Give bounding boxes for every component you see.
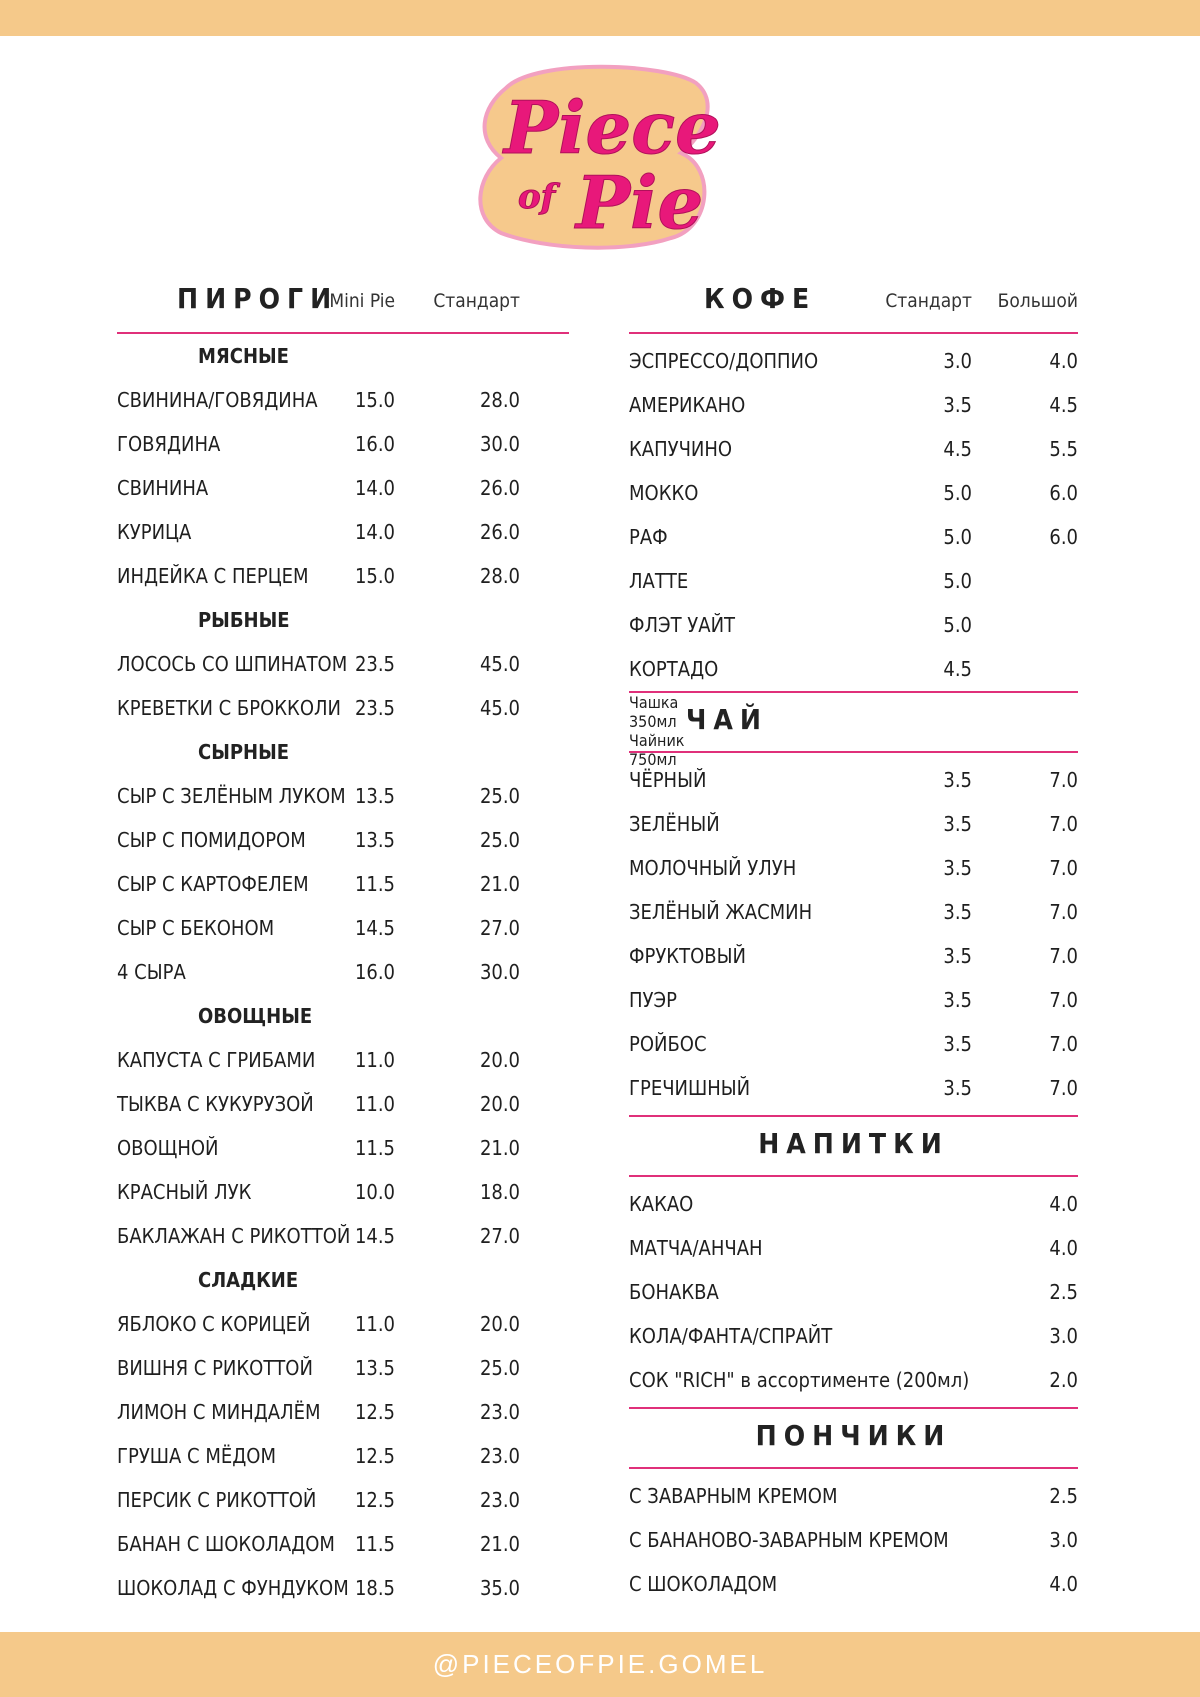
item-name: ТЫКВА С КУКУРУЗОЙ (117, 1092, 314, 1116)
item-name: КРАСНЫЙ ЛУК (117, 1180, 252, 1204)
item-name: КАПУСТА С ГРИБАМИ (117, 1048, 316, 1072)
item-name: ФРУКТОВЫЙ (629, 944, 746, 968)
item-name: КОРТАДО (629, 657, 719, 681)
item-name: С ЗАВАРНЫМ КРЕМОМ (629, 1484, 838, 1508)
pie-menu-row (117, 1346, 569, 1390)
tea-pot-label: Чайник (629, 731, 685, 750)
item-name: СЫР С ЗЕЛЁНЫМ ЛУКОМ (117, 784, 346, 808)
item-name: ЗЕЛЁНЫЙ ЖАСМИН (629, 900, 813, 924)
drink-price: 2.5 (1049, 1280, 1078, 1304)
standard-price: 20.0 (479, 1092, 520, 1116)
item-name: С ШОКОЛАДОМ (629, 1572, 778, 1596)
pie-menu-row (117, 1082, 569, 1126)
mini-pie-price: 11.0 (354, 1048, 395, 1072)
tea-pot-price: 7.0 (1049, 988, 1078, 1012)
pie-menu-row (117, 1478, 569, 1522)
logo-word-piece: Piece (504, 85, 721, 170)
donuts-title: ПОНЧИКИ (755, 1419, 952, 1452)
item-name: ГОВЯДИНА (117, 432, 221, 456)
drink-menu-row (629, 1314, 1078, 1358)
item-name: БОНАКВА (629, 1280, 719, 1304)
item-name: ПУЭР (629, 988, 677, 1012)
item-name: КАКАО (629, 1192, 694, 1216)
drink-price: 4.0 (1049, 1192, 1078, 1216)
standard-price: 27.0 (479, 1224, 520, 1248)
item-name: ЛАТТЕ (629, 569, 689, 593)
coffee-standard-header: Стандарт (885, 290, 972, 312)
mini-pie-price: 16.0 (354, 432, 395, 456)
item-name: СОК "RICH" в ассортименте (200мл) (629, 1368, 970, 1392)
tea-menu-row (629, 934, 1078, 978)
coffee-large-price: 6.0 (1049, 481, 1078, 505)
item-name: ФЛЭТ УАЙТ (629, 613, 736, 637)
mini-pie-price: 11.0 (354, 1312, 395, 1336)
tea-cup-label: Чашка (629, 693, 679, 712)
donut-menu-row (629, 1562, 1078, 1606)
standard-price: 20.0 (479, 1048, 520, 1072)
tea-menu-row (629, 890, 1078, 934)
mini-pie-price: 14.5 (354, 1224, 395, 1248)
item-name: МАТЧА/АНЧАН (629, 1236, 763, 1260)
standard-price: 21.0 (479, 872, 520, 896)
pie-menu-row (117, 466, 569, 510)
tea-cup-price: 3.5 (943, 768, 972, 792)
standard-price: 23.0 (479, 1400, 520, 1424)
tea-cup-price: 3.5 (943, 1032, 972, 1056)
standard-price: 35.0 (479, 1576, 520, 1600)
mini-pie-price: 23.5 (354, 652, 395, 676)
item-name: ВИШНЯ С РИКОТТОЙ (117, 1356, 313, 1380)
mini-pie-price: 18.5 (354, 1576, 395, 1600)
item-name: ИНДЕЙКА С ПЕРЦЕМ (117, 564, 309, 588)
item-name: СВИНИНА (117, 476, 209, 500)
drink-price: 3.0 (1049, 1324, 1078, 1348)
mini-pie-price: 11.5 (354, 872, 395, 896)
coffee-header (629, 268, 1078, 334)
item-name: ЛИМОН С МИНДАЛЁМ (117, 1400, 321, 1424)
coffee-title: КОФЕ (704, 282, 817, 315)
pie-menu-row (117, 1170, 569, 1214)
standard-price: 26.0 (479, 520, 520, 544)
pie-menu-row (117, 774, 569, 818)
standard-price: 25.0 (479, 828, 520, 852)
coffee-standard-price: 3.5 (943, 393, 972, 417)
pie-category-heading: ОВОЩНЫЕ (198, 1004, 313, 1028)
pie-menu-row (117, 554, 569, 598)
item-name: БАКЛАЖАН С РИКОТТОЙ (117, 1224, 351, 1248)
item-name: РОЙБОС (629, 1032, 707, 1056)
mini-pie-price: 12.5 (354, 1444, 395, 1468)
coffee-standard-price: 5.0 (943, 569, 972, 593)
coffee-standard-price: 5.0 (943, 525, 972, 549)
mini-pie-price: 11.0 (354, 1092, 395, 1116)
drink-menu-row (629, 1270, 1078, 1314)
item-name: ГРУША С МЁДОМ (117, 1444, 276, 1468)
item-name: КОЛА/ФАНТА/СПРАЙТ (629, 1324, 833, 1348)
coffee-standard-price: 4.5 (943, 437, 972, 461)
pie-menu-row (117, 1214, 569, 1258)
standard-price: 18.0 (479, 1180, 520, 1204)
coffee-large-price: 5.5 (1049, 437, 1078, 461)
logo-word-pie: Pie (576, 160, 704, 245)
mini-pie-price: 11.5 (354, 1136, 395, 1160)
piece-of-pie-logo (466, 58, 726, 258)
drink-price: 4.0 (1049, 1236, 1078, 1260)
item-name: ЯБЛОКО С КОРИЦЕЙ (117, 1312, 311, 1336)
pie-category-heading: МЯСНЫЕ (198, 344, 289, 368)
mini-pie-price: 12.5 (354, 1488, 395, 1512)
standard-price: 45.0 (479, 652, 520, 676)
coffee-menu-row (629, 339, 1078, 383)
pie-menu-row (117, 1566, 569, 1610)
coffee-menu-row (629, 559, 1078, 603)
logo-word-of: of (518, 177, 556, 217)
item-name: ШОКОЛАД С ФУНДУКОМ (117, 1576, 349, 1600)
mini-pie-price: 13.5 (354, 784, 395, 808)
drinks-column (629, 268, 1078, 1606)
item-name: АМЕРИКАНО (629, 393, 746, 417)
pie-menu-row (117, 1522, 569, 1566)
pie-menu-row (117, 1390, 569, 1434)
item-name: МОЛОЧНЫЙ УЛУН (629, 856, 797, 880)
item-name: ГРЕЧИШНЫЙ (629, 1076, 751, 1100)
drinks-list (629, 1182, 1078, 1402)
pies-column (117, 268, 569, 1610)
mini-pie-price: 15.0 (354, 388, 395, 412)
mini-pie-price: 14.0 (354, 520, 395, 544)
footer-band (0, 1632, 1200, 1697)
top-band (0, 0, 1200, 36)
pie-menu-row (117, 862, 569, 906)
pie-menu-row (117, 1038, 569, 1082)
tea-pot-price: 7.0 (1049, 856, 1078, 880)
tea-menu-row (629, 1022, 1078, 1066)
item-name: МОККО (629, 481, 699, 505)
drink-menu-row (629, 1226, 1078, 1270)
drink-price: 2.0 (1049, 1368, 1078, 1392)
tea-header (629, 691, 1078, 769)
tea-menu-row (629, 978, 1078, 1022)
item-name: ЧЁРНЫЙ (629, 768, 707, 792)
coffee-standard-price: 5.0 (943, 613, 972, 637)
coffee-standard-price: 5.0 (943, 481, 972, 505)
item-name: СЫР С КАРТОФЕЛЕМ (117, 872, 309, 896)
standard-price: 26.0 (479, 476, 520, 500)
standard-price: 23.0 (479, 1444, 520, 1468)
item-name: 4 СЫРА (117, 960, 186, 984)
mini-pie-price: 10.0 (354, 1180, 395, 1204)
tea-pot-volume: 750мл (629, 750, 677, 769)
mini-pie-price: 15.0 (354, 564, 395, 588)
pie-category-heading: РЫБНЫЕ (198, 608, 290, 632)
tea-pot-price: 7.0 (1049, 1032, 1078, 1056)
pies-list (117, 334, 569, 1610)
pie-menu-row (117, 642, 569, 686)
mini-pie-price: 11.5 (354, 1532, 395, 1556)
tea-menu-row (629, 758, 1078, 802)
instagram-handle: @PIECEOFPIE.GOMEL (432, 1649, 768, 1679)
tea-menu-row (629, 846, 1078, 890)
tea-cup-price: 3.5 (943, 900, 972, 924)
coffee-menu-row (629, 383, 1078, 427)
item-name: ПЕРСИК С РИКОТТОЙ (117, 1488, 317, 1512)
pie-menu-row (117, 510, 569, 554)
pies-title: ПИРОГИ (177, 282, 339, 315)
tea-cup-price: 3.5 (943, 1076, 972, 1100)
drink-menu-row (629, 1358, 1078, 1402)
tea-pot-price: 7.0 (1049, 768, 1078, 792)
item-name: ЗЕЛЁНЫЙ (629, 812, 720, 836)
tea-cup-price: 3.5 (943, 856, 972, 880)
tea-cup-price: 3.5 (943, 944, 972, 968)
item-name: СЫР С ПОМИДОРОМ (117, 828, 306, 852)
standard-price: 30.0 (479, 960, 520, 984)
coffee-standard-price: 4.5 (943, 657, 972, 681)
coffee-list (629, 339, 1078, 691)
standard-price: 27.0 (479, 916, 520, 940)
item-name: ОВОЩНОЙ (117, 1136, 219, 1160)
item-name: ЛОСОСЬ СО ШПИНАТОМ (117, 652, 348, 676)
standard-price: 28.0 (479, 388, 520, 412)
item-name: СЫР С БЕКОНОМ (117, 916, 275, 940)
item-name: РАФ (629, 525, 668, 549)
standard-price: 25.0 (479, 1356, 520, 1380)
standard-price: 21.0 (479, 1136, 520, 1160)
tea-list (629, 758, 1078, 1110)
pie-menu-row (117, 1434, 569, 1478)
item-name: КРЕВЕТКИ С БРОККОЛИ (117, 696, 341, 720)
coffee-menu-row (629, 603, 1078, 647)
drinks-header (629, 1115, 1078, 1177)
tea-title: ЧАЙ (686, 703, 768, 736)
coffee-large-price: 4.5 (1049, 393, 1078, 417)
pie-category-heading: СЛАДКИЕ (198, 1268, 299, 1292)
coffee-menu-row (629, 427, 1078, 471)
pie-menu-row (117, 906, 569, 950)
pie-menu-row (117, 378, 569, 422)
item-name: КУРИЦА (117, 520, 192, 544)
pie-menu-row (117, 818, 569, 862)
standard-price: 45.0 (479, 696, 520, 720)
mini-pie-price: 12.5 (354, 1400, 395, 1424)
mini-pie-price: 14.0 (354, 476, 395, 500)
pies-header (117, 268, 569, 334)
pie-menu-row (117, 950, 569, 994)
tea-cup-volume: 350мл (629, 712, 677, 731)
standard-price: 28.0 (479, 564, 520, 588)
standard-price: 30.0 (479, 432, 520, 456)
donut-price: 3.0 (1049, 1528, 1078, 1552)
mini-pie-price: 16.0 (354, 960, 395, 984)
pie-menu-row (117, 1126, 569, 1170)
donut-price: 4.0 (1049, 1572, 1078, 1596)
pie-menu-row (117, 686, 569, 730)
item-name: БАНАН С ШОКОЛАДОМ (117, 1532, 335, 1556)
item-name: СВИНИНА/ГОВЯДИНА (117, 388, 318, 412)
pie-menu-row (117, 422, 569, 466)
tea-cup-price: 3.5 (943, 988, 972, 1012)
pie-menu-row (117, 1302, 569, 1346)
tea-cup-price: 3.5 (943, 812, 972, 836)
coffee-standard-price: 3.0 (943, 349, 972, 373)
standard-price: 23.0 (479, 1488, 520, 1512)
mini-pie-price: 23.5 (354, 696, 395, 720)
standard-price: 20.0 (479, 1312, 520, 1336)
standard-column-header: Стандарт (433, 290, 520, 312)
item-name: С БАНАНОВО-ЗАВАРНЫМ КРЕМОМ (629, 1528, 949, 1552)
tea-pot-price: 7.0 (1049, 1076, 1078, 1100)
donuts-header (629, 1407, 1078, 1469)
drinks-title: НАПИТКИ (758, 1127, 949, 1160)
mini-pie-price: 13.5 (354, 1356, 395, 1380)
tea-pot-price: 7.0 (1049, 900, 1078, 924)
standard-price: 25.0 (479, 784, 520, 808)
standard-price: 21.0 (479, 1532, 520, 1556)
mini-pie-price: 13.5 (354, 828, 395, 852)
tea-pot-price: 7.0 (1049, 812, 1078, 836)
tea-menu-row (629, 1066, 1078, 1110)
item-name: КАПУЧИНО (629, 437, 733, 461)
tea-pot-price: 7.0 (1049, 944, 1078, 968)
donuts-list (629, 1474, 1078, 1606)
coffee-large-header: Большой (997, 290, 1078, 312)
coffee-large-price: 6.0 (1049, 525, 1078, 549)
coffee-large-price: 4.0 (1049, 349, 1078, 373)
item-name: ЭСПРЕССО/ДОППИО (629, 349, 819, 373)
mini-pie-column-header: Mini Pie (329, 290, 395, 312)
coffee-menu-row (629, 471, 1078, 515)
coffee-menu-row (629, 515, 1078, 559)
coffee-menu-row (629, 647, 1078, 691)
mini-pie-price: 14.5 (354, 916, 395, 940)
drink-menu-row (629, 1182, 1078, 1226)
pie-category-heading: СЫРНЫЕ (198, 740, 290, 764)
tea-menu-row (629, 802, 1078, 846)
donut-menu-row (629, 1518, 1078, 1562)
donut-menu-row (629, 1474, 1078, 1518)
donut-price: 2.5 (1049, 1484, 1078, 1508)
